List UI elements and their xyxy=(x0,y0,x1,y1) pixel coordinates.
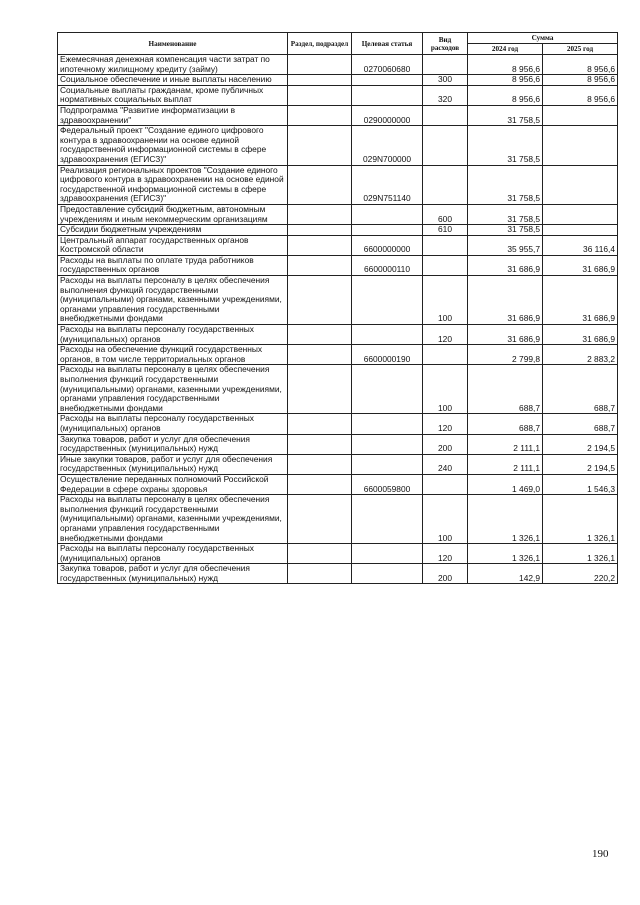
row-name: Центральный аппарат государственных органов Костромской области xyxy=(58,235,288,255)
row-value-2025: 1 326,1 xyxy=(543,495,618,544)
table-row xyxy=(58,454,618,474)
row-expense-type xyxy=(423,345,468,365)
row-expense-type: 100 xyxy=(423,276,468,325)
row-value-2025 xyxy=(543,204,618,224)
row-value-2024: 31 758,5 xyxy=(468,165,543,204)
row-value-2025: 1 326,1 xyxy=(543,544,618,564)
table-row xyxy=(58,255,618,275)
row-name: Социальное обеспечение и иные выплаты населению xyxy=(58,75,288,86)
row-value-2024: 2 799,8 xyxy=(468,345,543,365)
row-value-2024: 31 758,5 xyxy=(468,105,543,125)
row-value-2025: 1 546,3 xyxy=(543,474,618,494)
row-target: 6600000000 xyxy=(352,235,423,255)
row-section xyxy=(288,75,352,86)
row-section xyxy=(288,55,352,75)
row-value-2025: 2 194,5 xyxy=(543,434,618,454)
row-value-2025: 31 686,9 xyxy=(543,325,618,345)
row-target xyxy=(352,454,423,474)
row-name: Федеральный проект "Создание единого цифрового контура в здравоохранении на основе единой государственной информационной системы в сфере здравоохранения (ЕГИСЗ)" xyxy=(58,126,288,165)
row-expense-type xyxy=(423,255,468,275)
row-value-2024: 2 111,1 xyxy=(468,454,543,474)
row-value-2024: 688,7 xyxy=(468,414,543,434)
table-row xyxy=(58,165,618,204)
table-row xyxy=(58,495,618,544)
row-expense-type: 120 xyxy=(423,544,468,564)
row-value-2025: 8 956,6 xyxy=(543,75,618,86)
row-target xyxy=(352,276,423,325)
row-target xyxy=(352,414,423,434)
row-section xyxy=(288,495,352,544)
row-name: Расходы на выплаты персоналу государственных (муниципальных) органов xyxy=(58,414,288,434)
row-name: Расходы на обеспечение функций государственных органов, в том числе территориальных органов xyxy=(58,345,288,365)
row-section xyxy=(288,165,352,204)
table-row xyxy=(58,345,618,365)
table-row xyxy=(58,474,618,494)
row-expense-type xyxy=(423,235,468,255)
col-header-section: Раздел, подраздел xyxy=(288,33,352,55)
row-value-2024: 1 469,0 xyxy=(468,474,543,494)
row-name: Иные закупки товаров, работ и услуг для обеспечения государственных (муниципальных) нужд xyxy=(58,454,288,474)
row-section xyxy=(288,325,352,345)
row-target xyxy=(352,225,423,236)
row-section xyxy=(288,434,352,454)
row-value-2025 xyxy=(543,126,618,165)
row-value-2024: 688,7 xyxy=(468,365,543,414)
row-name: Расходы на выплаты персоналу в целях обеспечения выполнения функций государственными (муниципальными) органами, казенными учреждениями, органами управления государственными внебюджетными фондами xyxy=(58,365,288,414)
row-name: Расходы на выплаты персоналу в целях обеспечения выполнения функций государственными (муниципальными) органами, казенными учреждениями, органами управления государственными внебюджетными фондами xyxy=(58,276,288,325)
row-name: Расходы на выплаты по оплате труда работников государственных органов xyxy=(58,255,288,275)
table-row xyxy=(58,544,618,564)
table-body xyxy=(58,55,618,584)
row-section xyxy=(288,255,352,275)
row-section xyxy=(288,414,352,434)
row-value-2024: 1 326,1 xyxy=(468,495,543,544)
row-name: Реализация региональных проектов "Создание единого цифрового контура в здравоохранении на основе единой государственной информационной системы в сфере здравоохранения (ЕГИСЗ)" xyxy=(58,165,288,204)
row-expense-type: 120 xyxy=(423,325,468,345)
table-row xyxy=(58,414,618,434)
table-row xyxy=(58,55,618,75)
row-value-2025: 2 883,2 xyxy=(543,345,618,365)
row-target xyxy=(352,325,423,345)
row-name: Подпрограмма "Развитие информатизации в здравоохранении" xyxy=(58,105,288,125)
row-expense-type: 610 xyxy=(423,225,468,236)
row-name: Расходы на выплаты персоналу государственных (муниципальных) органов xyxy=(58,544,288,564)
row-target: 0290000000 xyxy=(352,105,423,125)
row-value-2024: 1 326,1 xyxy=(468,544,543,564)
budget-table xyxy=(57,32,618,584)
row-value-2024: 8 956,6 xyxy=(468,85,543,105)
row-expense-type xyxy=(423,165,468,204)
row-value-2024: 2 111,1 xyxy=(468,434,543,454)
row-value-2025: 688,7 xyxy=(543,414,618,434)
row-target xyxy=(352,204,423,224)
row-section xyxy=(288,204,352,224)
row-section xyxy=(288,345,352,365)
row-target xyxy=(352,434,423,454)
row-section xyxy=(288,235,352,255)
row-expense-type: 100 xyxy=(423,495,468,544)
row-value-2025 xyxy=(543,105,618,125)
col-header-expense-type: Вид расходов xyxy=(423,33,468,55)
row-target: 029N700000 xyxy=(352,126,423,165)
row-expense-type: 200 xyxy=(423,434,468,454)
row-name: Предоставление субсидий бюджетным, автономным учреждениям и иным некоммерческим организациям xyxy=(58,204,288,224)
table-row xyxy=(58,204,618,224)
row-expense-type: 100 xyxy=(423,365,468,414)
table-header xyxy=(58,33,618,55)
row-target xyxy=(352,564,423,584)
row-value-2025: 688,7 xyxy=(543,365,618,414)
row-value-2025: 220,2 xyxy=(543,564,618,584)
row-value-2024: 8 956,6 xyxy=(468,55,543,75)
table-row xyxy=(58,235,618,255)
row-name: Расходы на выплаты персоналу в целях обеспечения выполнения функций государственными (муниципальными) органами, казенными учреждениями, органами управления государственными внебюджетными фондами xyxy=(58,495,288,544)
row-name: Субсидии бюджетным учреждениям xyxy=(58,225,288,236)
table-row xyxy=(58,75,618,86)
row-name: Социальные выплаты гражданам, кроме публичных нормативных социальных выплат xyxy=(58,85,288,105)
col-header-2025: 2025 год xyxy=(543,44,618,55)
row-target: 6600059800 xyxy=(352,474,423,494)
row-name: Осуществление переданных полномочий Российской Федерации в сфере охраны здоровья xyxy=(58,474,288,494)
row-value-2024: 142,9 xyxy=(468,564,543,584)
table-row xyxy=(58,365,618,414)
row-value-2025: 8 956,6 xyxy=(543,55,618,75)
row-target xyxy=(352,85,423,105)
row-expense-type: 320 xyxy=(423,85,468,105)
row-value-2024: 31 758,5 xyxy=(468,225,543,236)
row-section xyxy=(288,454,352,474)
col-header-target: Целевая статья xyxy=(352,33,423,55)
row-section xyxy=(288,276,352,325)
row-expense-type: 200 xyxy=(423,564,468,584)
row-section xyxy=(288,105,352,125)
row-value-2025: 31 686,9 xyxy=(543,255,618,275)
row-expense-type: 600 xyxy=(423,204,468,224)
row-value-2024: 31 686,9 xyxy=(468,255,543,275)
row-value-2024: 31 686,9 xyxy=(468,325,543,345)
row-expense-type: 240 xyxy=(423,454,468,474)
row-value-2024: 8 956,6 xyxy=(468,75,543,86)
row-value-2025: 2 194,5 xyxy=(543,454,618,474)
row-target xyxy=(352,495,423,544)
row-expense-type xyxy=(423,126,468,165)
row-name: Закупка товаров, работ и услуг для обеспечения государственных (муниципальных) нужд xyxy=(58,434,288,454)
row-value-2025 xyxy=(543,225,618,236)
row-name: Расходы на выплаты персоналу государственных (муниципальных) органов xyxy=(58,325,288,345)
col-header-sum: Сумма xyxy=(468,33,618,44)
col-header-2024: 2024 год xyxy=(468,44,543,55)
row-target: 0270060680 xyxy=(352,55,423,75)
table-row xyxy=(58,105,618,125)
row-value-2025: 31 686,9 xyxy=(543,276,618,325)
row-expense-type xyxy=(423,55,468,75)
row-target xyxy=(352,75,423,86)
row-section xyxy=(288,225,352,236)
row-value-2025: 36 116,4 xyxy=(543,235,618,255)
table-row xyxy=(58,85,618,105)
row-value-2024: 35 955,7 xyxy=(468,235,543,255)
row-expense-type xyxy=(423,105,468,125)
row-expense-type: 120 xyxy=(423,414,468,434)
row-section xyxy=(288,544,352,564)
row-name: Закупка товаров, работ и услуг для обеспечения государственных (муниципальных) нужд xyxy=(58,564,288,584)
row-expense-type xyxy=(423,474,468,494)
row-value-2024: 31 758,5 xyxy=(468,204,543,224)
row-expense-type: 300 xyxy=(423,75,468,86)
row-name: Ежемесячная денежная компенсация части затрат по ипотечному жилищному кредиту (займу) xyxy=(58,55,288,75)
row-target: 6600000190 xyxy=(352,345,423,365)
table-row xyxy=(58,276,618,325)
col-header-name: Наименование xyxy=(58,33,288,55)
table-row xyxy=(58,564,618,584)
row-value-2024: 31 758,5 xyxy=(468,126,543,165)
table-row xyxy=(58,126,618,165)
row-section xyxy=(288,126,352,165)
row-section xyxy=(288,365,352,414)
row-value-2025 xyxy=(543,165,618,204)
row-target: 6600000110 xyxy=(352,255,423,275)
page-number: 190 xyxy=(592,848,609,860)
row-section xyxy=(288,474,352,494)
row-target: 029N751140 xyxy=(352,165,423,204)
row-target xyxy=(352,365,423,414)
row-section xyxy=(288,85,352,105)
row-value-2024: 31 686,9 xyxy=(468,276,543,325)
row-section xyxy=(288,564,352,584)
row-target xyxy=(352,544,423,564)
table-row xyxy=(58,434,618,454)
table-row xyxy=(58,325,618,345)
row-value-2025: 8 956,6 xyxy=(543,85,618,105)
table-row xyxy=(58,225,618,236)
